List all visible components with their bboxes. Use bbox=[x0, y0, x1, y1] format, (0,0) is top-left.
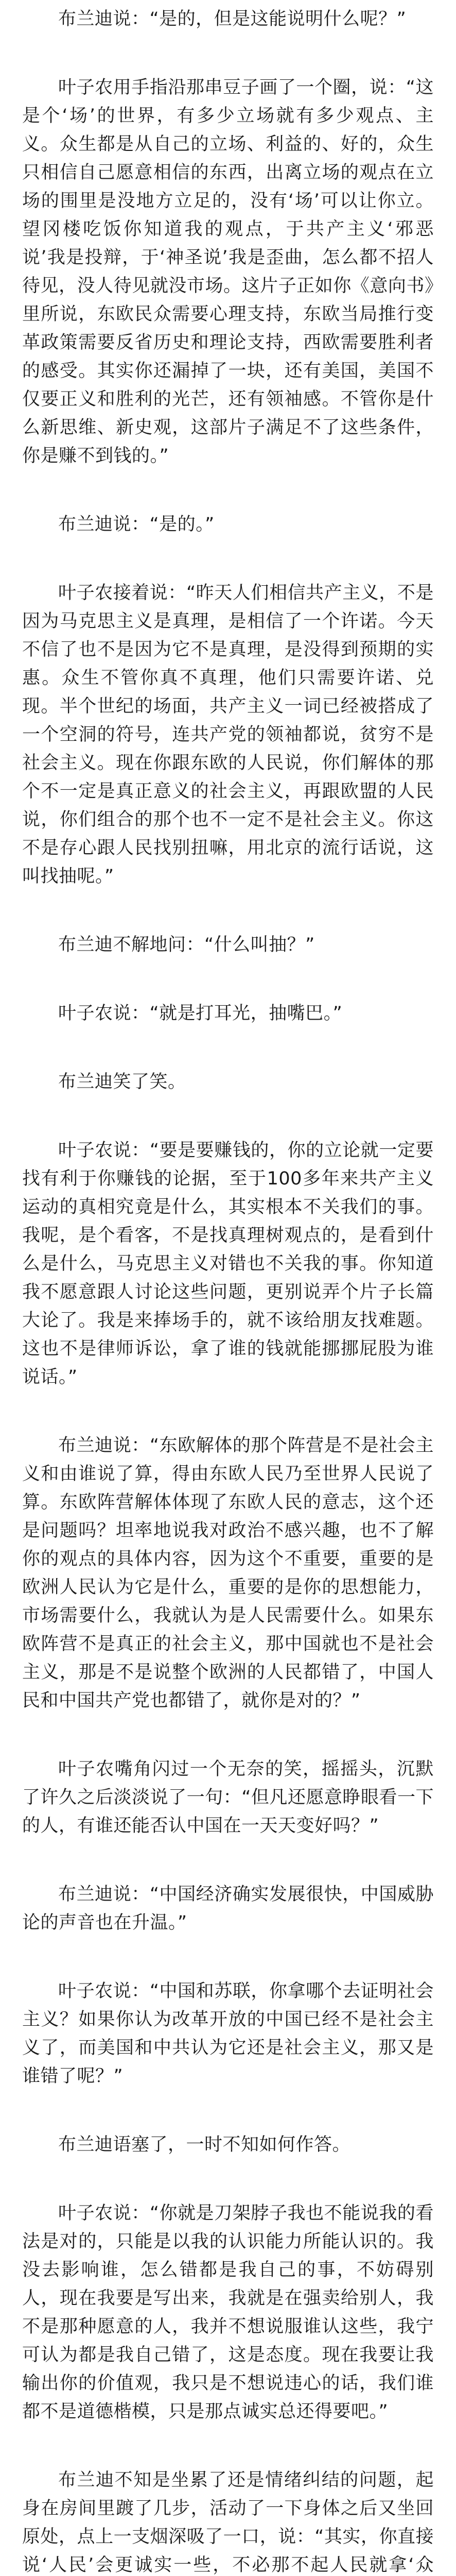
paragraph: 布兰迪说：“是的。” bbox=[58, 514, 215, 535]
paragraph: 叶子农嘴角闪过一个无奈的笑，摇摇头，沉默了许久之后淡淡说了一句：“但凡还愿意睁眼看一下的人，有谁还能否认中国在一天天变好吗？” bbox=[22, 1759, 434, 1836]
paragraph: 叶子农说：“你就是刀架脖子我也不能说我的看法是对的，只能是以我的认识能力所能认识的。我没去影响谁，怎么错都是我自己的事，不妨碍别人，现在我要是写出来，我就是在强卖给别人，我不是那种愿意的人，我并不想说服谁认这些，我宁可认为都是我自己错了，这是态度。现在我要让我输出你的价值观，我只是不想说违心的话，我们谁都不是道德楷模，只是那点诚实总还得要吧。” bbox=[22, 2203, 434, 2422]
paragraph: 叶子农用手指沿那串豆子画了一个圈，说：“这是个‘场’的世界，有多少立场就有多少观点、主义。众生都是从自己的立场、利益的、好的，众生只相信自己愿意相信的东西，出离立场的观点在立场的围里是没地方立足的，没有‘场’可以让你立。望冈楼吃饭你知道我的观点，于共产主义‘邪恶说’我是投辩，于‘神圣说’我是歪曲，怎么都不招人待见，没人待见就没市场。这片子正如你《意向书》里所说，东欧民众需要心理支持，东欧当局推行变革政策需要反省历史和理论支持，西欧需要胜利者的感受。其实你还漏掉了一块，还有美国，美国不仅要正义和胜利的光芒，还有领袖感。不管你是什么新思维、新史观，这部片子满足不了这些条件，你是赚不到钱的。” bbox=[22, 77, 434, 466]
paragraph: 布兰迪说：“是的，但是这能说明什么呢？” bbox=[58, 9, 407, 29]
paragraph: 布兰迪不知是坐累了还是情绪纠结的问题，起身在房间里踱了几步，活动了一下身体之后又坐回原处，点上一支烟深吸了一口，说：“其实，你直接说‘人民’会更诚实一些，不必那不起人民就拿‘众 bbox=[22, 2470, 434, 2575]
paragraph: 叶子农说：“就是打耳光，抽嘴巴。” bbox=[58, 1003, 343, 1024]
paragraph: 布兰迪说：“中国经济确实发展很快，中国威胁论的声音也在升温。” bbox=[22, 1884, 434, 1933]
paragraph: 叶子农说：“要是要赚钱的，你的立论就一定要找有利于你赚钱的论据，至于100多年来共产主义运动的真相究竟是什么，其实根本不关我们的事。我呢，是个看客，不是找真理树观点的，是看到什么是什么，马克思主义对错也不关我的事。你知道我不愿意跟人讨论这些问题，更别说弄个片子长篇大论了。我是来捧场手的，就不该给朋友找难题。这也不是律师诉讼，拿了谁的钱就能挪挪屁股为谁说话。” bbox=[22, 1140, 434, 1387]
paragraph: 布兰迪不解地问：“什么叫抽？” bbox=[58, 935, 315, 955]
paragraph: 布兰迪笑了笑。 bbox=[58, 1072, 186, 1092]
paragraph: 布兰迪语塞了，一时不知如何作答。 bbox=[58, 2134, 351, 2155]
paragraph: 叶子农说：“中国和苏联，你拿哪个去证明社会主义？如果你认为改革开放的中国已经不是社会主义了，而美国和中共认为它还是社会主义，那又是谁错了呢？” bbox=[22, 1981, 434, 2087]
article-body bbox=[22, 5, 434, 2576]
paragraph: 布兰迪说：“东欧解体的那个阵营是不是社会主义和由谁说了算，得由东欧人民乃至世界人民说了算。东欧阵营解体体现了东欧人民的意志，这个还是问题吗？坦率地说我对政治不感兴趣，也不了解你的观点的具体内容，因为这个不重要，重要的是欧洲人民认为它是什么，重要的是你的思想能力，市场需要什么，我就认为是人民需要什么。如果东欧阵营不是真正的社会主义，那中国就也不是社会主义，那是不是说整个欧洲的人民都错了，中国人民和中国共产党也都错了，就你是对的？” bbox=[22, 1435, 434, 1711]
paragraph: 叶子农接着说：“昨天人们相信共产主义，不是因为马克思主义是真理，是相信了一个许诺。今天不信了也不是因为它不是真理，是没得到预期的实惠。众生不管你真不真理，他们只需要许诺、兑现。半个世纪的场面，共产主义一词已经被搭成了一个空洞的符号，连共产党的领袖都说，贫穷不是社会主义。现在你跟东欧的人民说，你们解体的那个不一定是真正意义的社会主义，再跟欧盟的人民说，你们组合的那个也不一定不是社会主义。你这不是存心跟人民找别扭嘛，用北京的流行话说，这叫找抽呢。” bbox=[22, 583, 434, 887]
